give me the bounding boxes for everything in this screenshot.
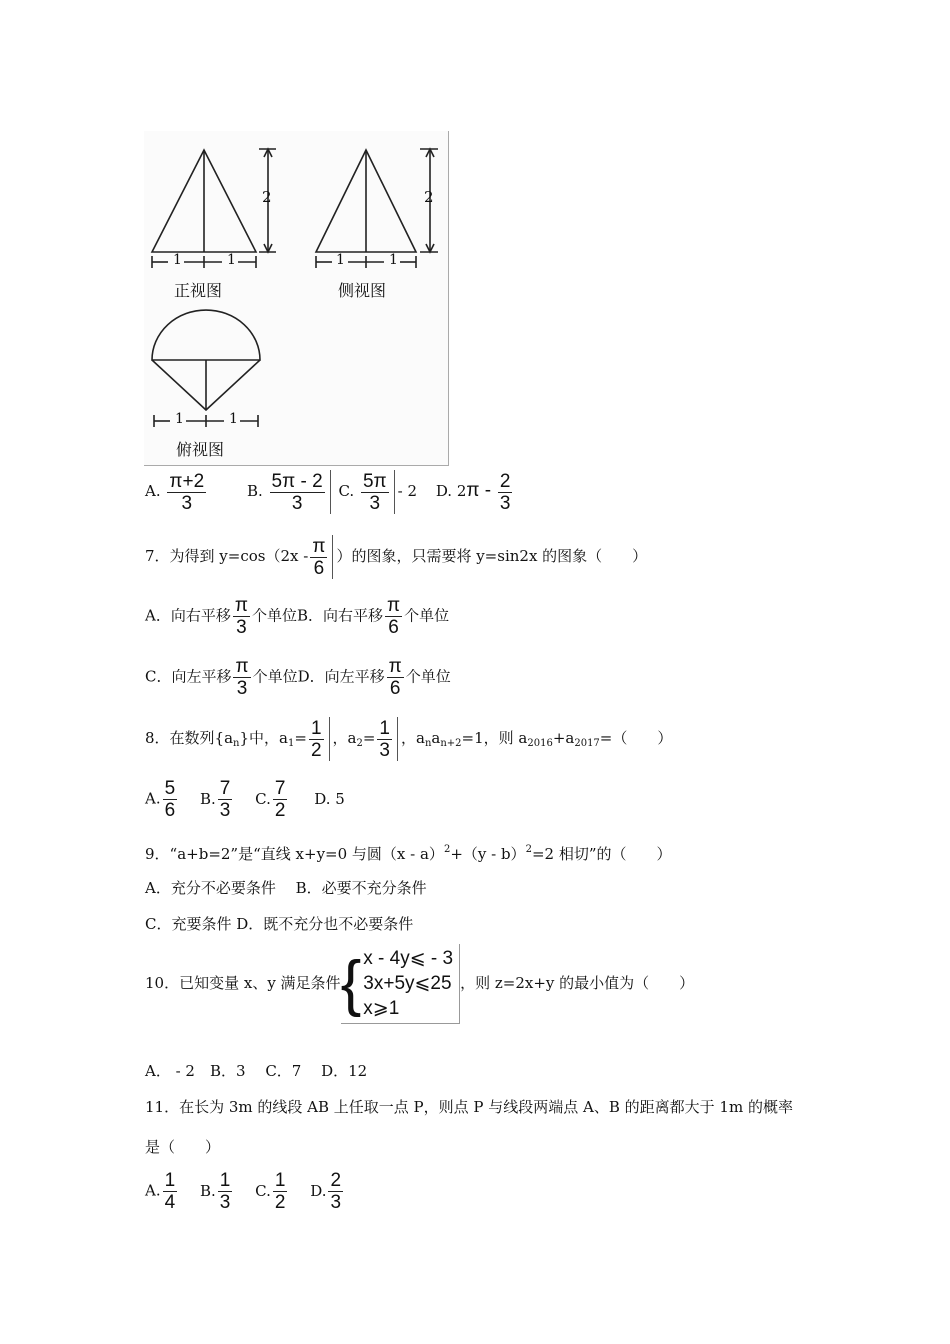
q9-stem: 9．“a+b=2”是“直线 x+y=0 与圆（x - a）$^2$+（y - b）$^2$=2 相切”的（ ） [145,844,672,863]
q6-option-d-pi: π - [466,480,492,501]
q7-stem-pre: 7．为得到 y=cos（2x - [145,547,309,565]
q7-stem-post: ）的图象，只需要将 y=sin2x 的图象（ ） [336,547,648,565]
q11-option-d-fraction: $\frac{2}{3}$ [330,1170,342,1213]
front-view-label: 正视图 [174,281,223,300]
q10-stem [145,944,694,1024]
q10-constraint-system: { x - 4y⩽ - 3 3x+5y⩽25 x⩾1 [341,944,461,1024]
q7-option-d-fraction: $\frac{\pi}{6}$ [388,656,402,699]
q6-option-a-fraction: $\frac{\pi+2}{3}$ [169,470,205,514]
q8-options: A. $\frac{5}{6}$ B. $\frac{7}{3}$ C. $\frac{7}{2}$ D. 5 [145,778,345,821]
three-view-figure [144,131,449,466]
q8-option-a-fraction: $\frac{5}{6}$ [164,778,176,821]
q6-option-d-fraction: $\frac{2}{3}$ [499,470,511,514]
q9-options-ab: A．充分不必要条件 B．必要不充分条件 [145,879,427,897]
q11-option-a-fraction: $\frac{1}{4}$ [164,1170,176,1213]
q10-stem-post: ，则 z=2x+y 的最小值为（ ） [460,974,695,992]
q6-option-c-letter: C. [338,482,355,500]
q7-options-ab [145,595,449,638]
q6-option-d-letter: D. 2 [435,482,467,500]
q6-option-c-tail: - 2 [397,482,418,500]
q8-stem: 8．在数列$\{a_n\}$中，$a_1=$ $\frac{1}{2}$ ，$a_2=$ $\frac{1}{3}$ ，$a_na_{n+2}=1$，则 $a_{2016}+a_{2017}=$（ ） [145,717,673,761]
q7-option-d-post: 个单位 [405,667,451,686]
q6-option-b-fraction: $\frac{5\pi - 2}{3}$ [271,470,323,514]
side-base-left-label: 1 [336,252,345,268]
side-view-label: 侧视图 [338,281,387,300]
q7-option-b-pre: 个单位B．向右平移 [251,606,383,625]
q6-options [145,470,514,514]
q11-stem-line2: 是（ ） [145,1138,221,1156]
front-base-left-label: 1 [173,252,182,268]
q11-options: A. $\frac{1}{4}$ B. $\frac{1}{3}$ C. $\frac{1}{2}$ D. $\frac{2}{3}$ [145,1170,342,1213]
q7-option-b-fraction: $\frac{\pi}{6}$ [386,595,401,638]
q8-a1-fraction: $\frac{1}{2}$ [310,717,322,761]
q11-option-b-fraction: $\frac{1}{3}$ [219,1170,231,1213]
top-base-left-label: 1 [175,411,184,427]
top-base-right-label: 1 [229,411,238,427]
q8-a2-fraction: $\frac{1}{3}$ [379,717,390,761]
q8-option-c-fraction: $\frac{7}{2}$ [274,778,286,821]
q10-options: A． - 2 B．3 C．7 D．12 [145,1062,368,1080]
top-view-semicircle [152,310,260,360]
q7-stem [145,535,647,579]
q7-stem-fraction: $\frac{\pi}{6}$ [312,535,326,579]
q7-options-cd [145,656,451,699]
q11-option-c-fraction: $\frac{1}{2}$ [274,1170,286,1213]
q7-option-d-pre: 个单位D．向左平移 [252,667,385,686]
q8-option-b-fraction: $\frac{7}{3}$ [219,778,231,821]
q7-option-c-fraction: $\frac{\pi}{3}$ [235,656,249,699]
side-height-label: 2 [424,188,434,206]
q6-option-c-fraction: $\frac{5\pi}{3}$ [362,470,387,514]
front-base-right-label: 1 [227,252,236,268]
q11-stem-line1: 11．在长为 3m 的线段 AB 上任取一点 P，则点 P 与线段两端点 A、B 的距离都大于 1m 的概率 [145,1098,793,1116]
q9-options-cd: C．充要条件 D．既不充分也不必要条件 [145,915,414,933]
q7-option-c-pre: C．向左平移 [145,667,232,686]
q6-option-b-letter: B. [246,482,263,500]
q8-option-d: D. 5 [314,789,345,808]
q6-option-a-letter: A. [145,482,161,500]
q10-stem-pre: 10．已知变量 x、y 满足条件 [145,974,341,992]
q7-option-a-pre: A．向右平移 [145,606,231,625]
front-height-label: 2 [262,188,272,206]
side-base-right-label: 1 [389,252,398,268]
q7-option-a-fraction: $\frac{\pi}{3}$ [234,595,248,638]
top-view-label: 俯视图 [176,440,225,459]
q7-option-b-post: 个单位 [404,606,450,625]
